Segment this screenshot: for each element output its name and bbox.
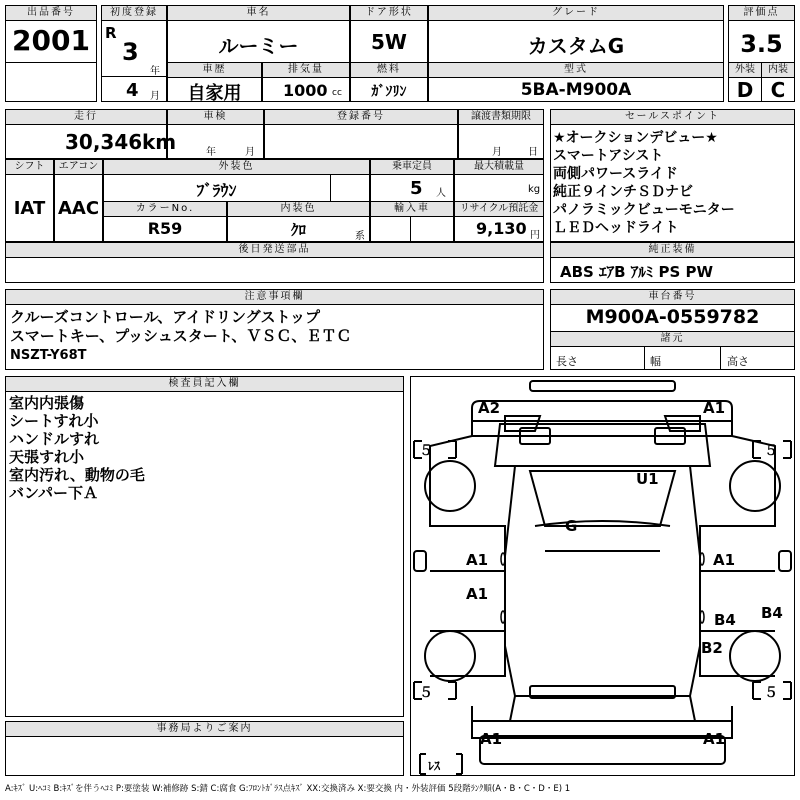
damage-rear-left: A1 bbox=[480, 730, 503, 748]
score-label: 評価点 bbox=[728, 5, 795, 21]
inspector-note: 室内内張傷 bbox=[9, 394, 85, 412]
mileage: 30,346 bbox=[65, 130, 143, 154]
inspector-note: 室内汚れ、動物の毛 bbox=[9, 466, 145, 484]
deadline-day-unit: 日 bbox=[528, 147, 538, 158]
selling-point: ＬＥＤヘッドライト bbox=[553, 220, 679, 236]
specs-label: 諸元 bbox=[550, 331, 795, 347]
door-type: 5W bbox=[371, 30, 407, 54]
ext-color-label: 外装色 bbox=[103, 159, 370, 175]
selling-points-label: セールスポイント bbox=[550, 109, 795, 125]
damage-rear-right: A1 bbox=[703, 730, 726, 748]
note-line: クルーズコントロール、アイドリングストップ bbox=[10, 308, 321, 326]
displacement-label: 排気量 bbox=[262, 62, 350, 78]
shift-label: シフト bbox=[5, 159, 54, 175]
recycle-label: リサイクル預託金 bbox=[454, 201, 544, 217]
office-box bbox=[5, 736, 404, 776]
interior-label: 内装 bbox=[761, 62, 795, 78]
damage-left-front-door: A1 bbox=[466, 551, 489, 569]
exterior-grade: D bbox=[736, 78, 754, 102]
int-color-label: 内装色 bbox=[227, 201, 370, 217]
inspection-label: 車検 bbox=[167, 109, 264, 125]
chassis-label: 車台番号 bbox=[550, 289, 795, 305]
shift: IAT bbox=[13, 198, 46, 219]
standard-equipment-label: 純正装備 bbox=[550, 242, 795, 258]
tire-rear-right: ５ bbox=[764, 685, 778, 701]
damage-roof: U1 bbox=[636, 470, 659, 488]
tire-front-right: ５ bbox=[764, 443, 778, 459]
width-label: 幅 bbox=[650, 355, 661, 368]
inspector-note: シートすれ小 bbox=[9, 412, 99, 430]
damage-right-rear-fender: B2 bbox=[701, 639, 723, 657]
capacity-label: 乗車定員 bbox=[370, 159, 454, 175]
damage-right-rear-door: B4 bbox=[714, 611, 736, 629]
grade-label: グレード bbox=[428, 5, 724, 21]
history: 自家用 bbox=[187, 83, 242, 104]
color-no-label: カラーNo. bbox=[103, 201, 227, 217]
selling-point: 両側パワースライド bbox=[553, 166, 678, 182]
length-label: 長さ bbox=[556, 355, 578, 368]
year-unit: 年 bbox=[150, 66, 160, 77]
office-label: 事務局よりご案内 bbox=[5, 721, 404, 737]
note-line: スマートキー、プッシュスタート、ＶＳＣ、ＥＴＣ bbox=[10, 327, 352, 345]
recycle-unit: 円 bbox=[530, 230, 540, 241]
lot-number: 2001 bbox=[12, 24, 90, 57]
selling-point: パノラミックビューモニター bbox=[553, 202, 735, 218]
reg-no-box bbox=[264, 124, 458, 159]
legend: A:ｷｽﾞ U:ﾍｺﾐ B:ｷｽﾞを伴うﾍｺﾐ P:要塗装 W:補修跡 S:錆 C:腐食 G:ﾌﾛﾝﾄｶﾞﾗｽ点ｷｽﾞ XX:交換済み X:要交換 内・外装評価 5段階ﾗﾝｸ順(A・B・C・D・E) 1 bbox=[5, 784, 571, 794]
selling-point: 純正９インチＳＤナビ bbox=[553, 184, 693, 200]
model-code: 5BA-M900A bbox=[520, 80, 632, 100]
inspector-note: 天張すれ小 bbox=[9, 448, 85, 466]
damage-glass: G bbox=[565, 517, 578, 535]
height-label: 高さ bbox=[727, 355, 749, 368]
lot-label: 出品番号 bbox=[5, 5, 97, 21]
car-name: ルーミー bbox=[218, 34, 299, 58]
import-box bbox=[370, 216, 454, 242]
deadline-label: 譲渡書類期限 bbox=[458, 109, 544, 125]
notes-list bbox=[10, 308, 351, 365]
capacity-unit: 人 bbox=[436, 188, 446, 199]
era: R bbox=[105, 24, 117, 42]
mileage-label: 走行 bbox=[5, 109, 167, 125]
inspector-note: バンパー下Ａ bbox=[9, 484, 98, 502]
reg-month: 4 bbox=[126, 80, 139, 101]
notes-label: 注意事項欄 bbox=[5, 289, 544, 305]
history-label: 車歴 bbox=[167, 62, 262, 78]
damage-left-rear-door: A1 bbox=[466, 585, 489, 603]
reg-year: 3 bbox=[122, 38, 139, 66]
import-label: 輸入車 bbox=[370, 201, 454, 217]
inspector-notes bbox=[9, 394, 145, 502]
inspector-label: 検査員記入欄 bbox=[5, 376, 404, 392]
spare-tire: ﾚｽ bbox=[428, 759, 441, 773]
inspector-note: ハンドルすれ bbox=[9, 430, 100, 448]
damage-front-left: A2 bbox=[478, 399, 501, 417]
color-no: R59 bbox=[147, 219, 183, 238]
tire-front-left: ５ bbox=[419, 443, 433, 459]
fuel: ｶﾞｿﾘﾝ bbox=[371, 84, 407, 100]
note-line: NSZT-Y68T bbox=[10, 348, 87, 363]
model-code-label: 型式 bbox=[428, 62, 724, 78]
damage-right-rear-quarter: B4 bbox=[761, 604, 783, 622]
int-color: ｸﾛ bbox=[290, 221, 306, 239]
car-diagram bbox=[410, 376, 795, 776]
inspection-year-unit: 年 bbox=[206, 147, 216, 158]
fuel-label: 燃料 bbox=[350, 62, 428, 78]
load-unit: kg bbox=[528, 184, 541, 195]
tire-rear-left: ５ bbox=[419, 685, 433, 701]
ext-color: ﾌﾞﾗｳﾝ bbox=[196, 181, 237, 200]
chassis-no: M900A-0559782 bbox=[585, 306, 760, 328]
selling-point: スマートアシスト bbox=[553, 148, 664, 164]
later-parts-label: 後日発送部品 bbox=[5, 242, 544, 258]
interior-grade: C bbox=[770, 78, 786, 102]
mileage-unit: km bbox=[142, 130, 177, 154]
car-name-label: 車名 bbox=[167, 5, 350, 21]
selling-points-list bbox=[553, 129, 793, 237]
int-color-unit: 系 bbox=[355, 231, 365, 242]
deadline-month-unit: 月 bbox=[492, 147, 502, 158]
later-parts-box bbox=[5, 257, 544, 283]
damage-right-front-door: A1 bbox=[713, 551, 736, 569]
aircon: AAC bbox=[57, 198, 100, 219]
aircon-label: エアコン bbox=[54, 159, 103, 175]
grade: カスタムG bbox=[527, 34, 625, 58]
selling-point: ★オークションデビュー★ bbox=[553, 130, 718, 146]
exterior-label: 外装 bbox=[728, 62, 762, 78]
displacement: 1000 bbox=[283, 81, 328, 100]
capacity: 5 bbox=[410, 178, 423, 199]
first-reg-label: 初度登録 bbox=[101, 5, 167, 21]
damage-front-right: A1 bbox=[703, 399, 726, 417]
door-label: ドア形状 bbox=[350, 5, 428, 21]
specs-box bbox=[550, 346, 795, 370]
recycle: 9,130 bbox=[476, 219, 527, 238]
max-load-label: 最大積載量 bbox=[454, 159, 544, 175]
inspection-month-unit: 月 bbox=[245, 147, 255, 158]
displacement-unit: cc bbox=[332, 88, 342, 98]
reg-no-label: 登録番号 bbox=[264, 109, 458, 125]
score: 3.5 bbox=[740, 30, 783, 58]
month-unit: 月 bbox=[150, 91, 160, 102]
standard-equipment: ABS ｴｱB ｱﾙﾐ PS PW bbox=[560, 263, 714, 281]
